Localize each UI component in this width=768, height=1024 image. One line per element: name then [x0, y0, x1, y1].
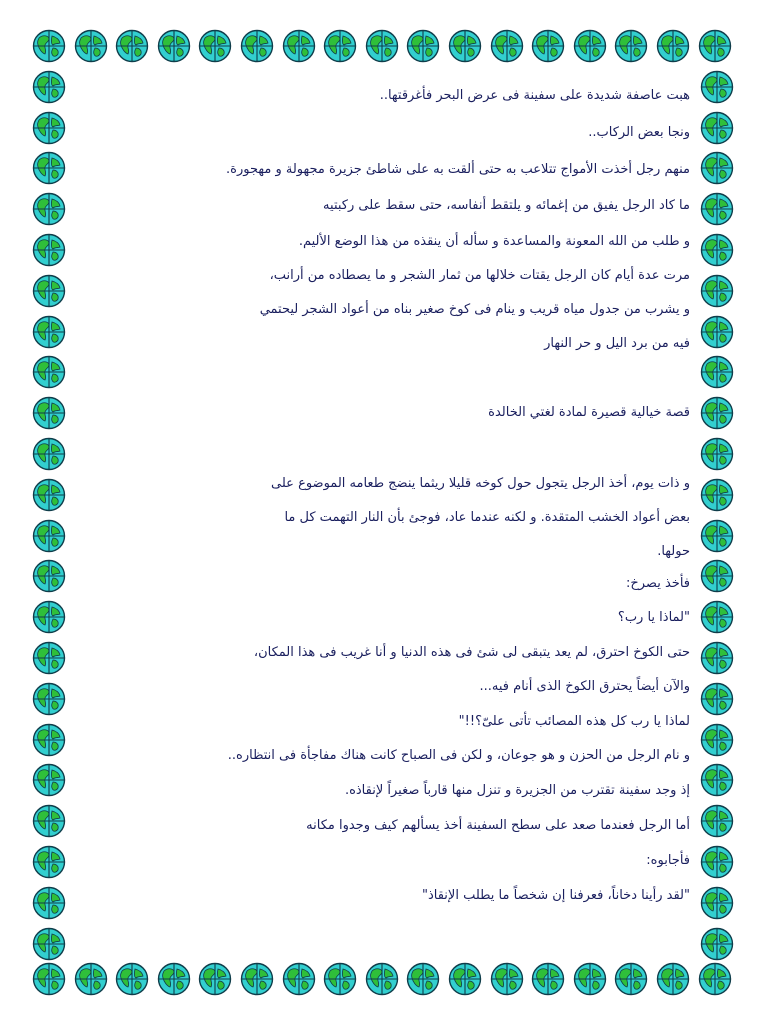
text-line: ونجا بعض الركاب..: [588, 125, 690, 140]
globe-icon: [32, 886, 66, 920]
globe-icon: [74, 29, 108, 63]
globe-icon: [700, 478, 734, 512]
globe-icon: [32, 29, 66, 63]
globe-icon: [490, 29, 524, 63]
globe-icon: [157, 29, 191, 63]
globe-icon: [656, 29, 690, 63]
globe-icon: [531, 962, 565, 996]
globe-icon: [32, 600, 66, 634]
globe-icon: [282, 29, 316, 63]
globe-icon: [698, 962, 732, 996]
globe-icon: [573, 29, 607, 63]
globe-icon: [32, 396, 66, 430]
globe-icon: [32, 519, 66, 553]
globe-icon: [700, 151, 734, 185]
globe-icon: [448, 962, 482, 996]
text-line: أما الرجل فعندما صعد على سطح السفينة أخذ يسألهم كيف وجدوا مكانه: [306, 818, 690, 833]
globe-icon: [32, 151, 66, 185]
text-line: فأجابوه:: [646, 853, 690, 868]
globe-icon: [365, 29, 399, 63]
text-line: مرت عدة أيام كان الرجل يقتات خلالها من ثمار الشجر و ما يصطاده من أرانب،: [269, 268, 690, 283]
text-line: إذ وجد سفينة تقترب من الجزيرة و تنزل منها قارباً صغيراً لإنقاذه.: [344, 783, 690, 798]
globe-icon: [32, 315, 66, 349]
globe-icon: [32, 962, 66, 996]
globe-icon: [323, 962, 357, 996]
globe-icon: [700, 723, 734, 757]
globe-icon: [700, 886, 734, 920]
text-line: منهم رجل أخذت الأمواج تتلاعب به حتى ألقت به على شاطئ جزيرة مجهولة و مهجورة.: [226, 162, 690, 177]
globe-icon: [32, 233, 66, 267]
globe-icon: [700, 845, 734, 879]
text-line: ما كاد الرجل يفيق من إغمائه و يلتقط أنفاسه، حتى سقط على ركبتيه: [323, 198, 690, 213]
text-line: "لماذا يا رب؟: [617, 610, 690, 625]
globe-icon: [700, 600, 734, 634]
globe-icon: [573, 962, 607, 996]
globe-icon: [323, 29, 357, 63]
globe-icon: [157, 962, 191, 996]
globe-icon: [240, 962, 274, 996]
text-line: لماذا يا رب كل هذه المصائب تأتى علىّ؟!!": [458, 714, 690, 729]
globe-icon: [700, 111, 734, 145]
globe-icon: [531, 29, 565, 63]
globe-icon: [32, 274, 66, 308]
globe-icon: [32, 192, 66, 226]
globe-icon: [198, 29, 232, 63]
globe-icon: [700, 192, 734, 226]
text-line: هبت عاصفة شديدة على سفينة فى عرض البحر فأغرقتها..: [379, 88, 690, 103]
text-line: و ذات يوم، أخذ الرجل يتجول حول كوخه قليلا ريثما ينضج طعامه الموضوع على: [271, 476, 690, 491]
globe-icon: [32, 70, 66, 104]
globe-icon: [700, 804, 734, 838]
text-line: "لقد رأينا دخاناً، فعرفنا إن شخصاً ما يطلب الإنقاذ": [421, 888, 690, 903]
text-line: و طلب من الله المعونة والمساعدة و سأله أن ينقذه من هذا الوضع الأليم.: [298, 234, 690, 249]
globe-icon: [700, 437, 734, 471]
globe-icon: [614, 962, 648, 996]
globe-icon: [282, 962, 316, 996]
globe-icon: [698, 29, 732, 63]
globe-icon: [700, 233, 734, 267]
story-title: قصة خيالية قصيرة لمادة لغتي الخالدة: [488, 405, 690, 420]
globe-icon: [32, 437, 66, 471]
globe-icon: [32, 682, 66, 716]
globe-icon: [700, 396, 734, 430]
globe-icon: [32, 355, 66, 389]
globe-icon: [115, 29, 149, 63]
globe-icon: [32, 927, 66, 961]
globe-icon: [700, 355, 734, 389]
globe-icon: [74, 962, 108, 996]
globe-icon: [198, 962, 232, 996]
globe-icon: [700, 519, 734, 553]
text-line: فيه من برد اليل و حر النهار: [544, 336, 690, 351]
globe-icon: [406, 962, 440, 996]
text-line: حتى الكوخ احترق، لم يعد يتبقى لى شئ فى هذه الدنيا و أنا غريب فى هذا المكان،: [253, 645, 690, 660]
globe-icon: [32, 723, 66, 757]
globe-icon: [614, 29, 648, 63]
globe-icon: [365, 962, 399, 996]
text-line: و يشرب من جدول مياه قريب و ينام فى كوخ صغير بناه من أعواد الشجر ليحتمي: [259, 302, 690, 317]
globe-icon: [32, 804, 66, 838]
globe-icon: [700, 559, 734, 593]
globe-icon: [32, 845, 66, 879]
text-line: و نام الرجل من الحزن و هو جوعان، و لكن فى الصباح كانت هناك مفاجأة فى انتظاره..: [227, 748, 690, 763]
globe-icon: [32, 559, 66, 593]
globe-icon: [406, 29, 440, 63]
globe-icon: [240, 29, 274, 63]
globe-icon: [700, 682, 734, 716]
globe-icon: [656, 962, 690, 996]
text-line: فأخذ يصرخ:: [625, 576, 690, 591]
globe-icon: [32, 111, 66, 145]
globe-icon: [32, 478, 66, 512]
text-line: حولها.: [657, 544, 690, 559]
text-line: بعض أعواد الخشب المتقدة. و لكنه عندما عاد، فوجئ بأن النار التهمت كل ما: [284, 510, 690, 525]
globe-icon: [32, 641, 66, 675]
text-line: والآن أيضاً يحترق الكوخ الذى أنام فيه...: [479, 679, 690, 694]
globe-icon: [115, 962, 149, 996]
globe-icon: [700, 641, 734, 675]
globe-icon: [700, 274, 734, 308]
globe-icon: [700, 315, 734, 349]
globe-icon: [700, 70, 734, 104]
globe-icon: [700, 927, 734, 961]
globe-icon: [448, 29, 482, 63]
globe-icon: [32, 763, 66, 797]
globe-icon: [700, 763, 734, 797]
globe-icon: [490, 962, 524, 996]
